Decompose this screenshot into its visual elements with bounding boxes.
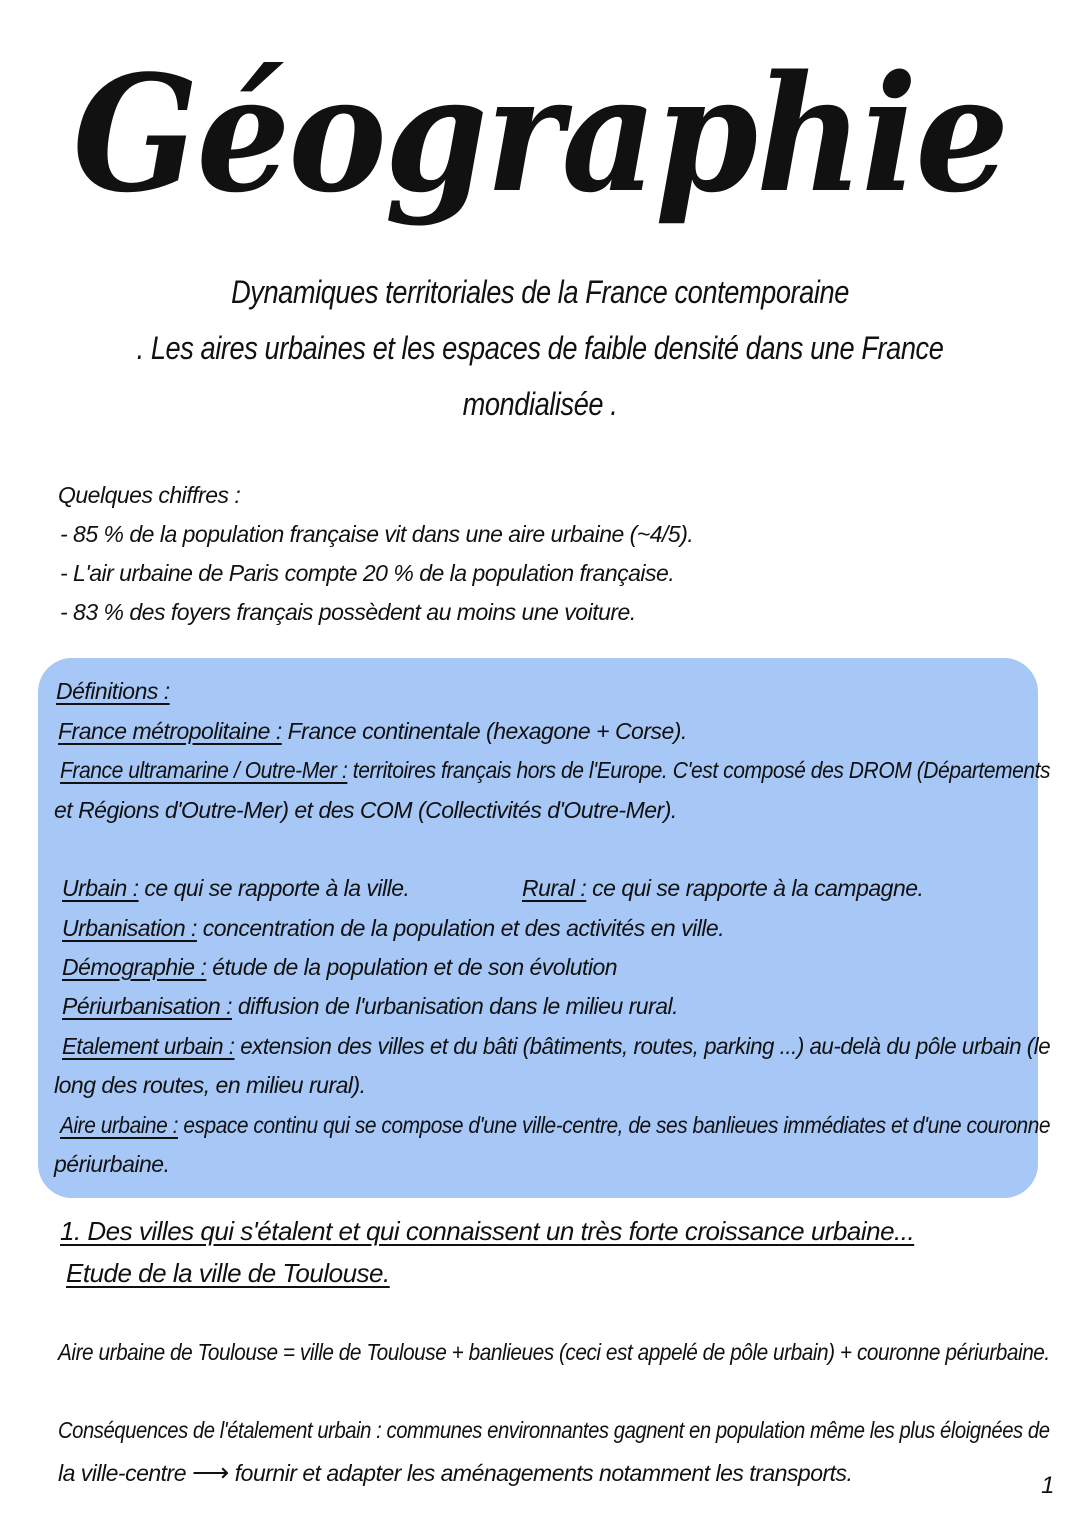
definition-text: espace continu qui se compose d'une ville-centre, de ses banlieues immédiates et d'une couronne: [177, 1112, 1051, 1138]
definition-text: territoires français hors de l'Europe. C'est composé des DROM (Départements: [347, 757, 1051, 783]
definition-aire-urbaine: [60, 1112, 1050, 1139]
definition-france-ultramarine-continued: et Régions d'Outre-Mer) et des COM (Collectivités d'Outre-Mer).: [54, 797, 677, 823]
definition-text: ce qui se rapporte à la campagne.: [586, 875, 924, 901]
definition-text: ce qui se rapporte à la ville.: [138, 875, 410, 901]
definition-text: diffusion de l'urbanisation dans le milieu rural.: [232, 993, 679, 1019]
figure-item: - 83 % des foyers français possèdent au moins une voiture.: [60, 599, 636, 625]
subtitle-line-2: . Les aires urbaines et les espaces de faible densité dans une France: [136, 330, 944, 366]
figure-item: - 85 % de la population française vit dans une aire urbaine (~4/5).: [60, 521, 694, 547]
subtitle-line-1: Dynamiques territoriales de la France contemporaine: [231, 274, 849, 310]
definition-term: Urbanisation :: [62, 915, 197, 941]
definition-urbain: [62, 875, 409, 902]
definition-demographie: [62, 954, 617, 981]
definition-etalement-urbain-continued: long des routes, en milieu rural).: [54, 1072, 366, 1098]
definition-term: Périurbanisation :: [62, 993, 232, 1019]
definition-term: Etalement urbain :: [62, 1033, 235, 1059]
arrow-right-icon: ⟶: [192, 1457, 229, 1487]
definition-urbanisation: [62, 915, 724, 942]
definitions-heading: Définitions :: [56, 678, 170, 704]
definition-term: Rural :: [522, 875, 587, 901]
definition-term: Aire urbaine :: [60, 1112, 178, 1138]
definition-rural: [522, 875, 923, 902]
paragraph-text: fournir et adapter les aménagements notamment les transports.: [234, 1460, 853, 1486]
paragraph-consequences-continued: [58, 1457, 852, 1488]
section-title: 1. Des villes qui s'étalent et qui connaissent un très forte croissance urbaine...: [60, 1216, 915, 1246]
figure-item: - L'air urbaine de Paris compte 20 % de la population française.: [60, 560, 675, 586]
definition-term: France ultramarine / Outre-Mer :: [60, 757, 348, 783]
section-subtitle: Etude de la ville de Toulouse.: [66, 1258, 390, 1288]
definition-etalement-urbain: [62, 1033, 1050, 1060]
page-title: Géographie: [72, 40, 1008, 228]
definition-text: France continentale (hexagone + Corse).: [281, 718, 687, 744]
definition-term: France métropolitaine :: [58, 718, 282, 744]
paragraph-text: la ville-centre: [58, 1460, 186, 1486]
definition-france-metropolitaine: [58, 718, 687, 745]
subtitle-line-3: mondialisée .: [462, 386, 618, 422]
definition-text: étude de la population et de son évolution: [206, 954, 618, 980]
definition-aire-urbaine-continued: périurbaine.: [54, 1151, 170, 1177]
page-number: 1: [1041, 1472, 1054, 1499]
definition-text: concentration de la population et des activités en ville.: [196, 915, 725, 941]
definition-periurbanisation: [62, 993, 678, 1020]
definition-text: extension des villes et du bâti (bâtiments, routes, parking ...) au-delà du pôle urbain (le: [234, 1033, 1051, 1059]
definition-term: Urbain :: [62, 875, 139, 901]
definition-term: Démographie :: [62, 954, 207, 980]
paragraph-aire-urbaine-toulouse: Aire urbaine de Toulouse = ville de Toulouse + banlieues (ceci est appelé de pôle urbain) + couronne périurbaine.: [58, 1339, 1050, 1365]
definition-france-ultramarine: [60, 757, 1050, 784]
paragraph-consequences: Conséquences de l'étalement urbain : communes environnantes gagnent en population même les plus éloignées de: [58, 1417, 1050, 1443]
figures-heading: Quelques chiffres :: [58, 482, 241, 508]
